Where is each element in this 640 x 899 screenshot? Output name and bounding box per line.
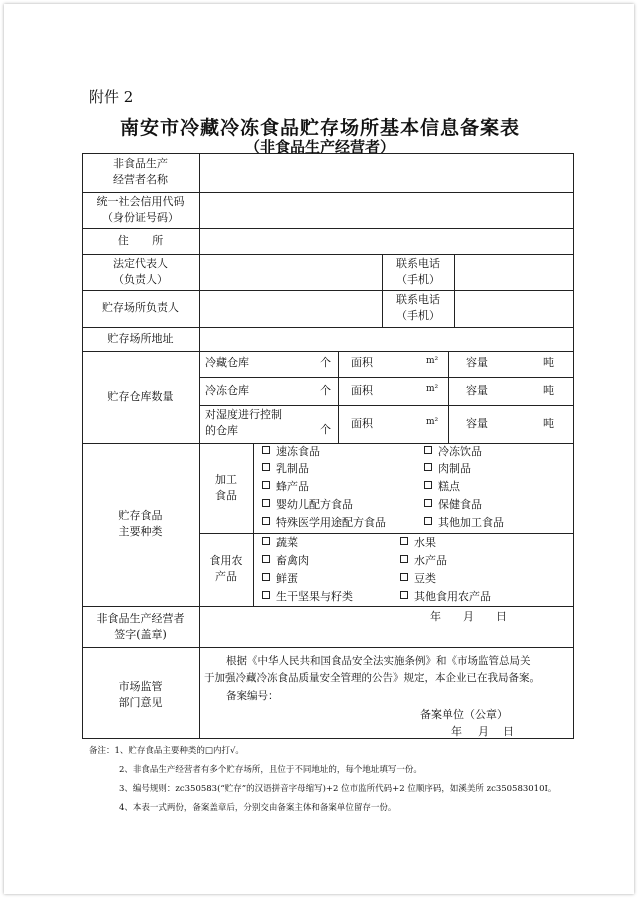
checkbox-item[interactable] <box>400 535 436 551</box>
label-line: （负责人） <box>113 273 168 286</box>
legal-rep-field[interactable] <box>200 255 381 289</box>
note-1: 备注：1、贮存食品主要种类的□内打√。 <box>89 746 244 756</box>
label-line: 食用农 <box>209 554 243 567</box>
label-line: 非食品生产 <box>113 157 168 170</box>
notes <box>89 742 557 818</box>
checkbox-label: 其他加工食品 <box>438 516 504 529</box>
checkbox-label: 鲜蛋 <box>276 572 298 585</box>
col-line <box>253 443 254 606</box>
note-2: 2、非食品生产经营者有多个贮存场所，且位于不同地址的，每个地址填写一份。 <box>119 765 422 775</box>
checkbox-item[interactable] <box>424 497 482 513</box>
checkbox-icon <box>262 555 270 563</box>
checkbox-item[interactable] <box>424 515 504 531</box>
row-line <box>82 647 574 648</box>
opinion-day: 日 <box>503 725 514 738</box>
checkbox-icon <box>424 463 432 471</box>
checkbox-label: 特殊医学用途配方食品 <box>276 516 386 529</box>
checkbox-icon <box>424 446 432 454</box>
label-line: 部门意见 <box>118 696 163 709</box>
checkbox-label: 婴幼儿配方食品 <box>276 498 353 511</box>
warehouse-unit: 个 <box>320 423 331 436</box>
area-label: 面积 <box>351 417 373 430</box>
storage-address-field[interactable] <box>200 328 573 350</box>
label-line: 市场监管 <box>118 680 163 693</box>
row-line <box>199 377 574 378</box>
warehouse-unit: 个 <box>320 384 331 397</box>
warehouse-unit: 个 <box>320 356 331 369</box>
area-unit: m² <box>426 384 439 394</box>
area-label: 面积 <box>351 356 373 369</box>
checkbox-item[interactable] <box>262 497 353 513</box>
checkbox-icon <box>400 573 408 581</box>
registry-number-label: 备案编号： <box>226 690 279 702</box>
agri-product-label <box>199 553 253 585</box>
col-line <box>448 351 449 443</box>
label-line: 联系电话 <box>396 293 440 306</box>
checkbox-label: 糕点 <box>438 480 460 493</box>
checkbox-item[interactable] <box>424 479 460 495</box>
signature-field[interactable] <box>200 607 573 646</box>
processed-food-label <box>199 472 253 504</box>
warehouse-name-cold: 冷藏仓库 <box>205 356 249 369</box>
form-title: 南安市冷藏冷冻食品贮存场所基本信息备案表 <box>119 117 520 139</box>
manager-phone-label <box>382 292 454 324</box>
checkbox-item[interactable] <box>262 589 353 605</box>
food-types-label <box>82 508 199 540</box>
legal-rep-phone-field[interactable] <box>455 255 573 289</box>
opinion-line-1: 根据《中华人民共和国食品安全法实施条例》和《市场监管总局关 <box>226 655 531 667</box>
opinion-line-2: 于加强冷藏冷冻食品质量安全管理的公告》规定，本企业已在我局备案。 <box>204 672 540 684</box>
label-line: 产品 <box>215 570 237 583</box>
checkbox-item[interactable] <box>262 553 309 569</box>
checkbox-icon <box>262 517 270 525</box>
capacity-label: 容量 <box>466 417 488 430</box>
storage-address-label: 贮存场所地址 <box>107 332 174 345</box>
signature-label <box>82 611 199 643</box>
checkbox-item[interactable] <box>262 535 298 551</box>
label-line: 贮存食品 <box>118 509 163 522</box>
label-line: （手机） <box>396 309 440 322</box>
storage-manager-label: 贮存场所负责人 <box>102 301 179 314</box>
capacity-unit: 吨 <box>543 356 554 369</box>
registry-unit: 备案单位（公章） <box>420 708 508 721</box>
label-line: （手机） <box>396 273 440 286</box>
checkbox-label: 水产品 <box>414 554 447 567</box>
checkbox-label: 乳制品 <box>276 462 309 475</box>
checkbox-icon <box>262 537 270 545</box>
checkbox-icon <box>400 555 408 563</box>
address-field[interactable] <box>200 229 573 253</box>
signature-month: 月 <box>463 610 474 623</box>
checkbox-item[interactable] <box>262 479 309 495</box>
label-line: 签字(盖章) <box>114 628 167 641</box>
warehouse-name-frozen: 冷冻仓库 <box>205 384 249 397</box>
checkbox-icon <box>262 499 270 507</box>
legal-rep-phone-label <box>382 256 454 288</box>
credit-code-label <box>82 194 199 226</box>
row-line <box>82 443 574 444</box>
checkbox-icon <box>400 591 408 599</box>
label-line: 的仓库 <box>205 424 238 437</box>
attachment-label: 附件 2 <box>89 88 134 106</box>
label-line: 加工 <box>215 473 237 486</box>
checkbox-label: 生干坚果与籽类 <box>276 590 353 603</box>
area-label: 面积 <box>351 384 373 397</box>
checkbox-item[interactable] <box>424 444 482 460</box>
checkbox-label: 保健食品 <box>438 498 482 511</box>
checkbox-item[interactable] <box>424 461 471 477</box>
checkbox-icon <box>262 573 270 581</box>
label-line: 食品 <box>215 489 237 502</box>
checkbox-item[interactable] <box>400 571 436 587</box>
checkbox-item[interactable] <box>262 515 386 531</box>
checkbox-label: 蔬菜 <box>276 536 298 549</box>
warehouse-count-label: 贮存仓库数量 <box>107 390 174 403</box>
label-line: 主要种类 <box>118 525 163 538</box>
market-label <box>82 679 199 711</box>
operator-name-label <box>82 156 199 188</box>
opinion-month: 月 <box>478 725 489 738</box>
label-line: 联系电话 <box>396 257 440 270</box>
legal-rep-label <box>82 256 199 288</box>
signature-day: 日 <box>496 610 507 623</box>
warehouse-name-humidity <box>205 407 282 439</box>
checkbox-label: 速冻食品 <box>276 445 320 458</box>
label-line: 法定代表人 <box>113 257 168 270</box>
checkbox-icon <box>262 481 270 489</box>
label-line: 非食品生产经营者 <box>96 612 185 625</box>
checkbox-icon <box>262 591 270 599</box>
checkbox-item[interactable] <box>400 589 491 605</box>
label-line: 统一社会信用代码 <box>96 195 185 208</box>
credit-code-field[interactable] <box>200 193 573 227</box>
checkbox-label: 肉制品 <box>438 462 471 475</box>
storage-manager-field[interactable] <box>200 291 381 326</box>
checkbox-item[interactable] <box>400 553 447 569</box>
label-line: （身份证号码） <box>102 211 179 224</box>
capacity-unit: 吨 <box>543 384 554 397</box>
label-line: 经营者名称 <box>113 173 168 186</box>
row-line <box>199 405 574 406</box>
checkbox-label: 其他食用农产品 <box>414 590 491 603</box>
row-line <box>82 351 574 352</box>
checkbox-label: 豆类 <box>414 572 436 585</box>
checkbox-label: 冷冻饮品 <box>438 445 482 458</box>
opinion-year: 年 <box>451 725 462 738</box>
col-line <box>338 351 339 443</box>
row-line <box>199 533 574 534</box>
form-subtitle: （非食品生产经营者） <box>244 138 395 156</box>
capacity-label: 容量 <box>466 356 488 369</box>
address-label: 住 所 <box>117 234 164 247</box>
checkbox-label: 畜禽肉 <box>276 554 309 567</box>
checkbox-icon <box>262 446 270 454</box>
checkbox-item[interactable] <box>262 461 309 477</box>
checkbox-item[interactable] <box>262 444 320 460</box>
capacity-unit: 吨 <box>543 417 554 430</box>
capacity-label: 容量 <box>466 384 488 397</box>
checkbox-icon <box>424 481 432 489</box>
operator-name-field[interactable] <box>200 154 573 191</box>
checkbox-label: 水果 <box>414 536 436 549</box>
note-4: 4、本表一式两份，备案盖章后，分别交由备案主体和备案单位留存一份。 <box>119 803 397 813</box>
area-unit: m² <box>426 417 439 427</box>
checkbox-label: 蜂产品 <box>276 480 309 493</box>
note-3: 3、编号规则：zc350583(“贮存”的汉语拼音字母缩写)+2 位市监所代码+2 位顺序码，如溪美所 zc350583010I。 <box>119 784 557 794</box>
label-line: 对湿度进行控制 <box>205 408 282 421</box>
checkbox-icon <box>262 463 270 471</box>
signature-year: 年 <box>430 610 441 623</box>
checkbox-icon <box>400 537 408 545</box>
area-unit: m² <box>426 356 439 366</box>
checkbox-icon <box>424 499 432 507</box>
checkbox-icon <box>424 517 432 525</box>
manager-phone-field[interactable] <box>455 291 573 326</box>
checkbox-item[interactable] <box>262 571 298 587</box>
